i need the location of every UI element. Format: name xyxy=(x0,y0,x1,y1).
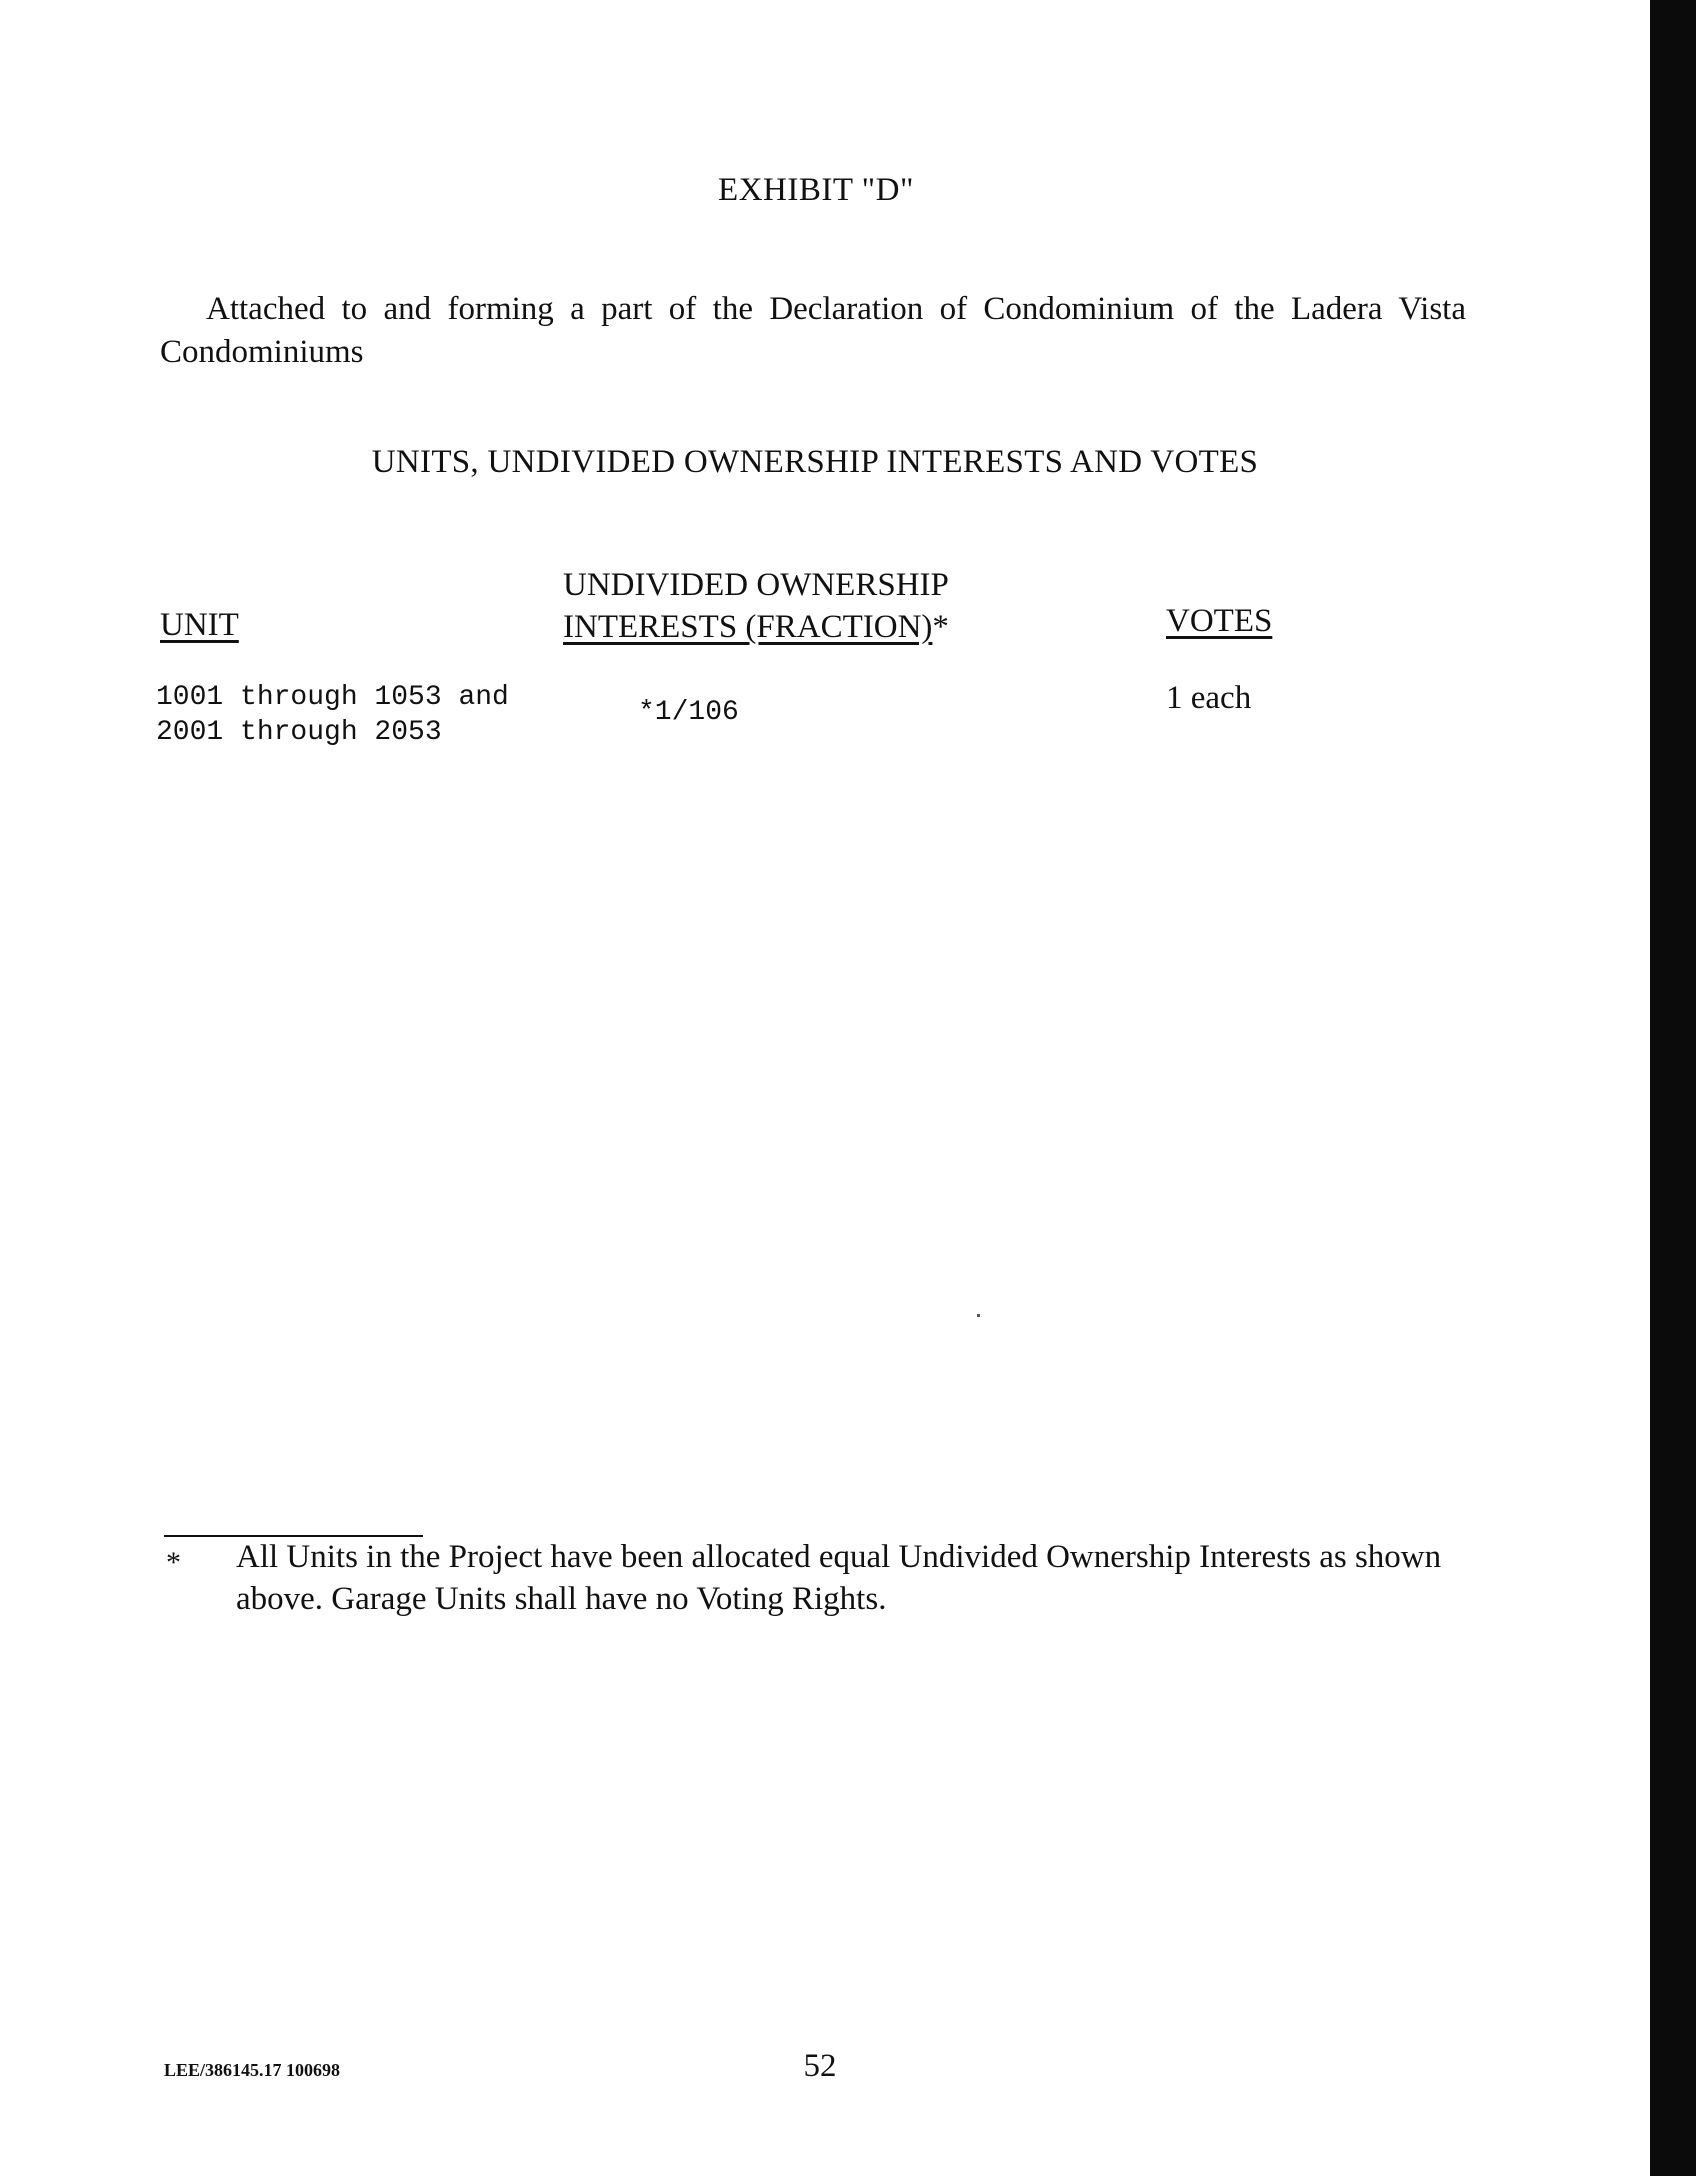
footnote-marker: * xyxy=(166,1546,181,1579)
intro-paragraph: Attached to and forming a part of the Declaration of Condominium of the Ladera Vista Condominiums xyxy=(160,291,1466,370)
table-row-unit-cell xyxy=(156,680,556,750)
interest-header-line2-wrap xyxy=(563,606,1023,648)
table-row-votes-cell: 1 each xyxy=(1166,680,1252,716)
exhibit-title: EXHIBIT "D" xyxy=(718,172,914,208)
scan-speck xyxy=(977,1314,980,1317)
votes-header-label: VOTES xyxy=(1166,603,1273,639)
unit-header-label: UNIT xyxy=(160,607,239,643)
page-number: 52 xyxy=(803,2048,837,2084)
unit-column-header xyxy=(160,604,239,646)
interest-header-asterisk: * xyxy=(932,609,949,645)
interest-header-line1: UNDIVIDED OWNERSHIP xyxy=(563,567,949,603)
votes-column-header xyxy=(1166,600,1272,642)
interest-header-line2: INTERESTS (FRACTION) xyxy=(563,609,933,645)
interest-column-header xyxy=(563,564,1023,648)
unit-range-line1: 1001 through 1053 and xyxy=(156,682,509,713)
table-row-interest-cell: *1/106 xyxy=(638,697,739,728)
section-heading: UNITS, UNDIVIDED OWNERSHIP INTERESTS AND VOTES xyxy=(371,444,1259,480)
footnote-text: All Units in the Project have been allocated equal Undivided Ownership Interests as shown above. Garage Units shall have no Voting Rights. xyxy=(236,1539,1442,1617)
scan-border xyxy=(1650,0,1696,2176)
unit-range-line2: 2001 through 2053 xyxy=(156,717,442,748)
document-id: LEE/386145.17 100698 xyxy=(164,2060,341,2080)
